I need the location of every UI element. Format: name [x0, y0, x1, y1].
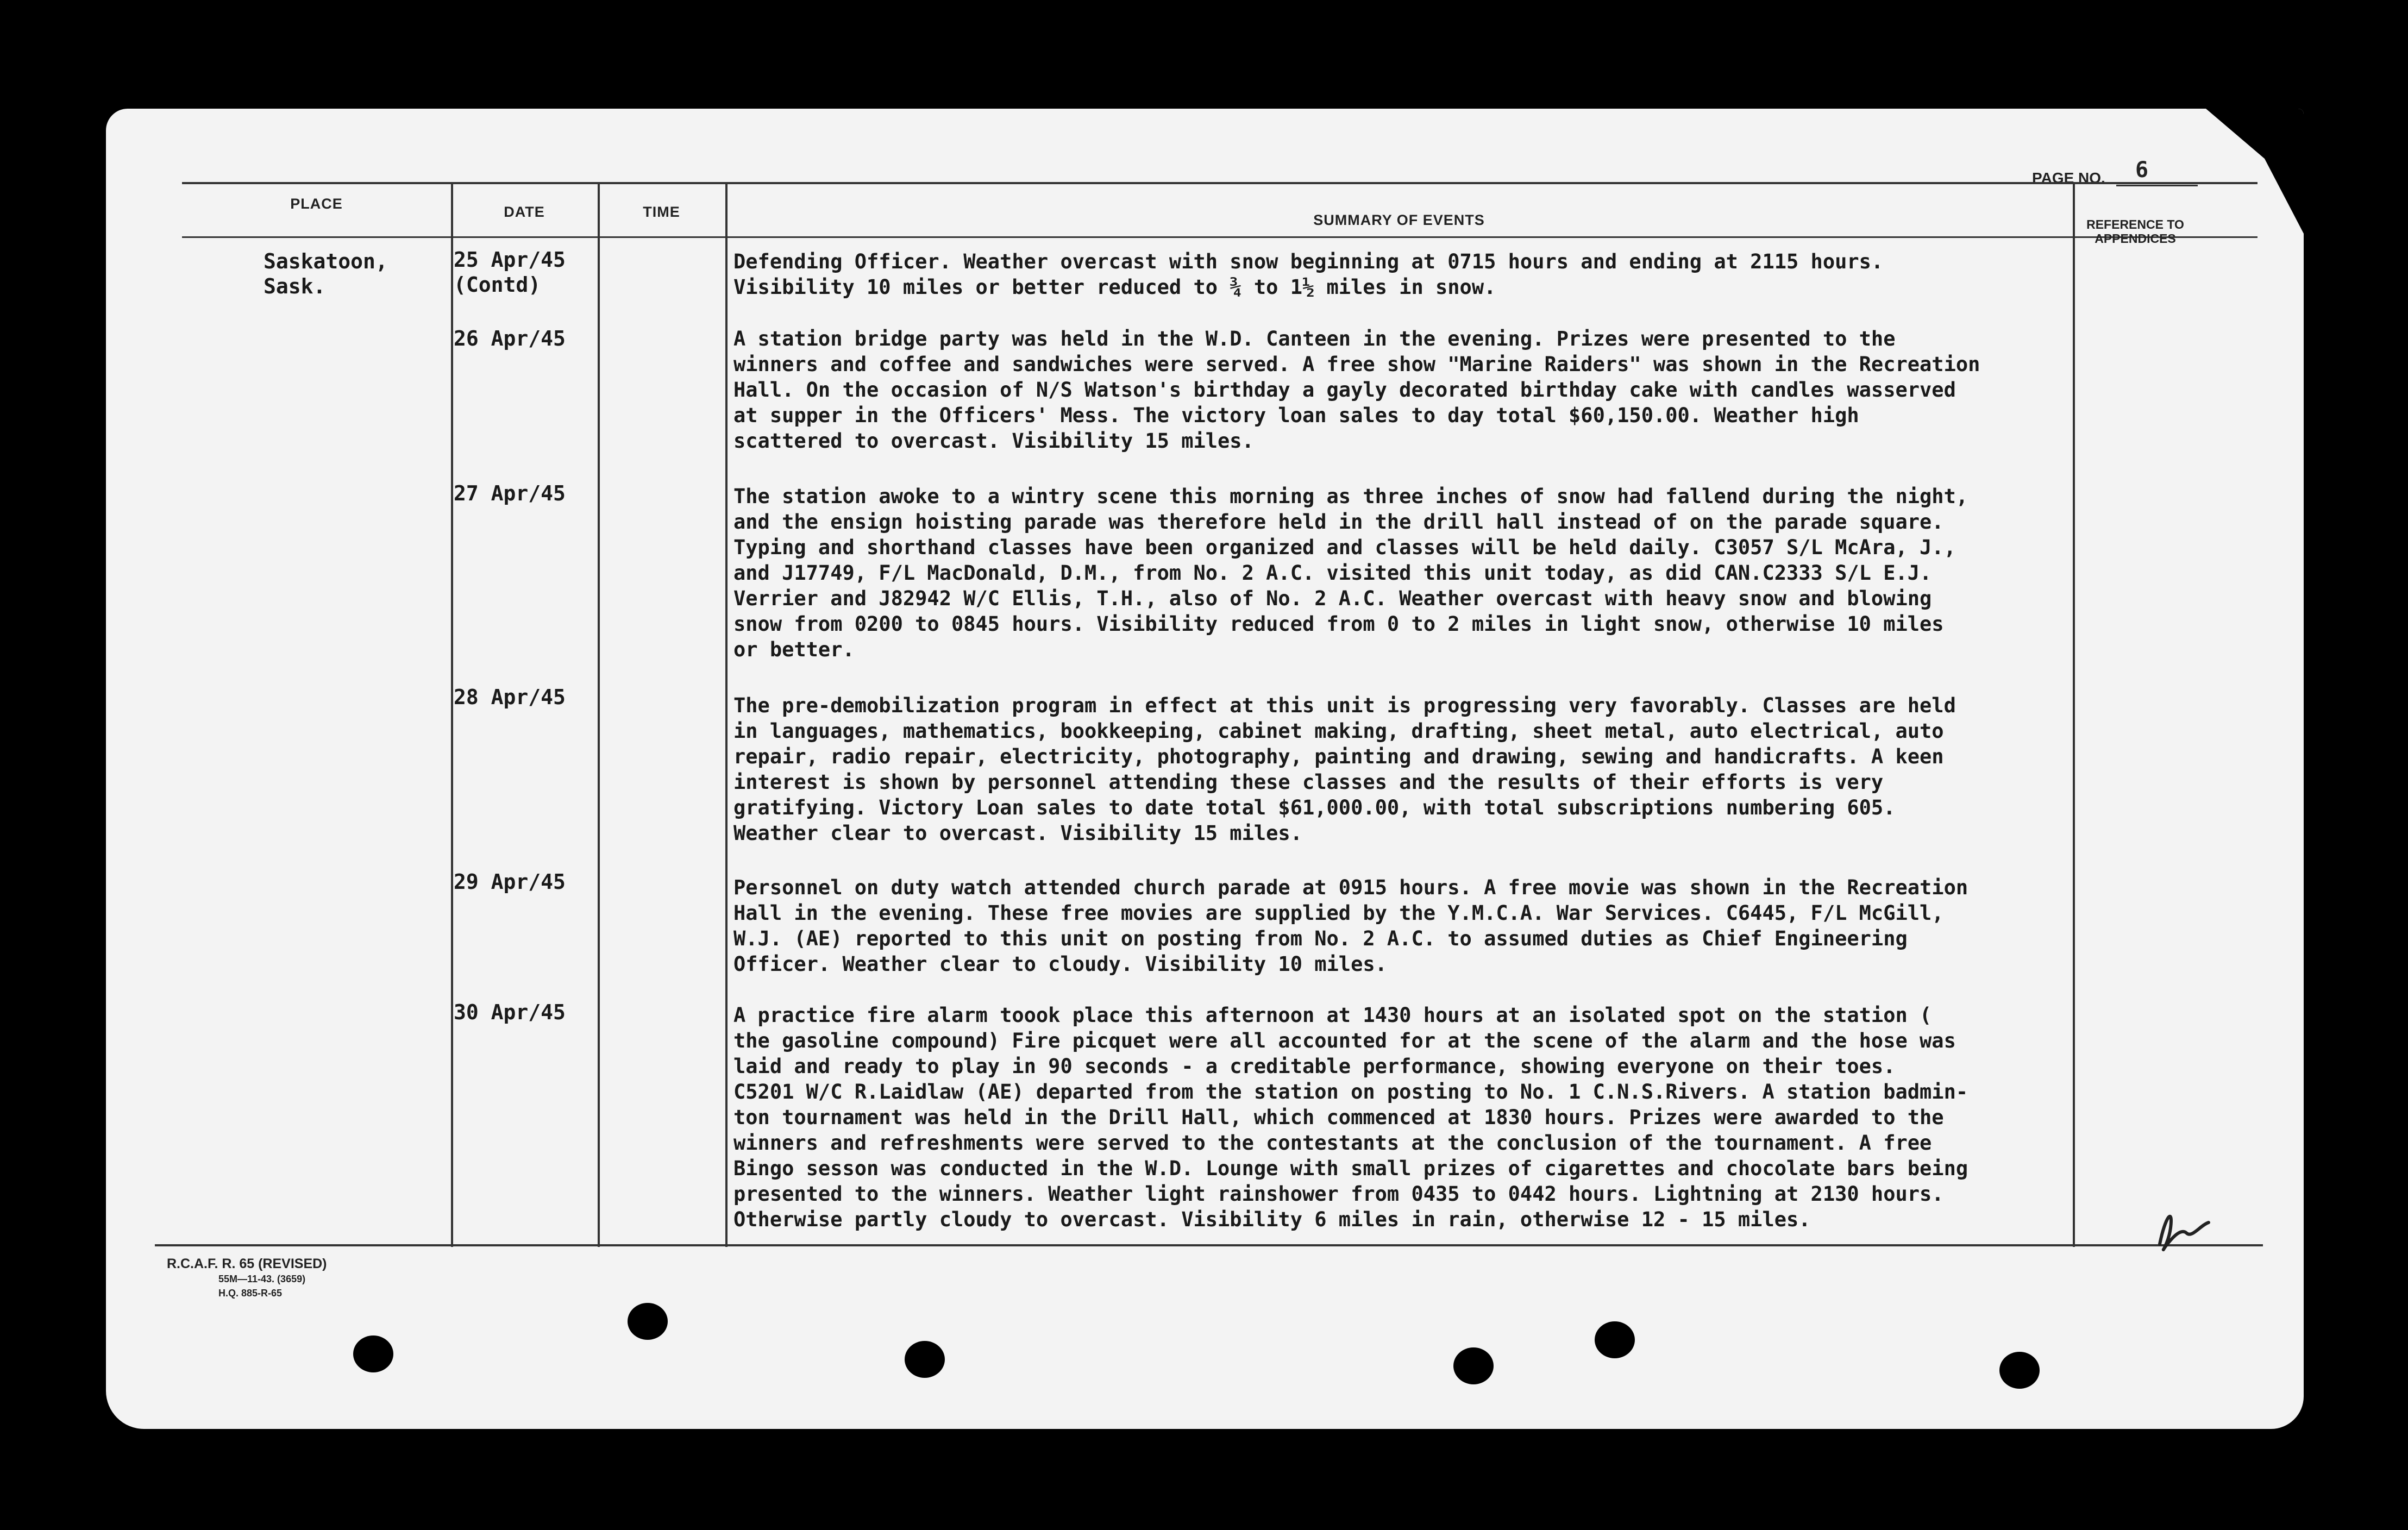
date-entry: 26 Apr/45 — [454, 327, 566, 350]
summary-line: presented to the winners. Weather light rainshower from 0435 to 0442 hours. Lightning at 2130 hours. — [733, 1182, 1944, 1206]
summary-line: Verrier and J82942 W/C Ellis, T.H., also of No. 2 A.C. Weather overcast with heavy snow and blowing — [733, 587, 1932, 610]
summary-line: Visibility 10 miles or better reduced to ¾ to 1½ miles in snow. — [733, 275, 1496, 299]
form-number: R.C.A.F. R. 65 (REVISED) — [167, 1256, 327, 1271]
summary-line: winners and refreshments were served to the contestants at the conclusion of the tournament. A free — [733, 1131, 1932, 1155]
binder-hole — [628, 1303, 668, 1340]
summary-line: Weather clear to overcast. Visibility 15 miles. — [733, 822, 1302, 845]
summary-entry — [733, 693, 2081, 846]
form-footer — [167, 1256, 327, 1300]
summary-line: interest is shown by personnel attending these classes and the results of their efforts is very — [733, 770, 1884, 794]
column-header-summary: SUMMARY OF EVENTS — [1313, 212, 1485, 228]
place-entry — [264, 249, 421, 299]
page-no-label: PAGE NO. — [2032, 170, 2105, 186]
print-code-1: 55M—11-43. (3659) — [218, 1274, 306, 1284]
summary-line: Hall. On the occasion of N/S Watson's birthday a gayly decorated birthday cake with candles wasserved — [733, 378, 1956, 402]
print-code-2: H.Q. 885-R-65 — [218, 1288, 283, 1299]
date-time-divider — [598, 182, 600, 1247]
date-entry: 27 Apr/45 — [454, 481, 566, 505]
summary-entry — [733, 875, 2081, 977]
table-top-rule — [182, 182, 2258, 184]
summary-entry — [733, 249, 2081, 300]
summary-line: ton tournament was held in the Drill Hall, which commenced at 1830 hours. Prizes were awarded to the — [733, 1106, 1944, 1129]
summary-entry — [733, 1002, 2081, 1232]
place-date-divider — [451, 182, 453, 1247]
summary-line: W.J. (AE) reported to this unit on posting from No. 2 A.C. to assumed duties as Chief Engineering — [733, 927, 1908, 950]
summary-line: Hall in the evening. These free movies are supplied by the Y.M.C.A. War Services. C6445, F/L McGill, — [733, 901, 1944, 925]
summary-line: winners and coffee and sandwiches were served. A free show "Marine Raiders" was shown in the Recreation — [733, 353, 1980, 376]
date-entry: 29 Apr/45 — [454, 870, 566, 894]
summary-line: repair, radio repair, electricity, photography, painting and drawing, sewing and handicrafts. A keen — [733, 745, 1944, 768]
summary-line: or better. — [733, 638, 855, 661]
header-bottom-rule — [182, 236, 2258, 238]
summary-line: Typing and shorthand classes have been organized and classes will be held daily. C3057 S/L McAra, J., — [733, 536, 1956, 559]
diary-form-card — [106, 109, 2304, 1429]
column-header-reference: REFERENCE TO APPENDICES — [2086, 217, 2184, 246]
place-city: Saskatoon, — [264, 249, 388, 273]
summary-line: gratifying. Victory Loan sales to date total $61,000.00, with total subscriptions numbering 605. — [733, 796, 1896, 819]
summary-entry — [733, 326, 2081, 454]
binder-hole — [353, 1335, 393, 1372]
summary-line: and the ensign hoisting parade was therefore held in the drill hall instead of on the parade square. — [733, 510, 1944, 534]
summary-line: A practice fire alarm toook place this afternoon at 1430 hours at an isolated spot on the station ( — [733, 1004, 1932, 1027]
place-province: Sask. — [264, 274, 326, 298]
summary-line: Bingo sesson was conducted in the W.D. Lounge with small prizes of cigarettes and chocolate bars being — [733, 1157, 1968, 1180]
summary-line: Otherwise partly cloudy to overcast. Visibility 6 miles in rain, otherwise 12 - 15 miles. — [733, 1208, 1811, 1231]
summary-line: snow from 0200 to 0845 hours. Visibility reduced from 0 to 2 miles in light snow, otherwise 10 miles — [733, 612, 1944, 636]
date-entry: 30 Apr/45 — [454, 1000, 566, 1024]
summary-line: and J17749, F/L MacDonald, D.M., from No. 2 A.C. visited this unit today, as did CAN.C2333 S/L E.J. — [733, 561, 1932, 585]
page-number: 6 — [2135, 158, 2149, 183]
binder-hole — [1999, 1352, 2040, 1389]
summary-line: Personnel on duty watch attended church parade at 0915 hours. A free movie was shown in the Recreation — [733, 876, 1968, 899]
binder-hole — [905, 1341, 945, 1378]
summary-line: Defending Officer. Weather overcast with snow beginning at 0715 hours and ending at 2115 hours. — [733, 250, 1884, 273]
summary-entry — [733, 484, 2081, 662]
summary-line: A station bridge party was held in the W.D. Canteen in the evening. Prizes were presented to the — [733, 327, 1896, 350]
column-header-place: PLACE — [290, 196, 343, 212]
column-header-date: DATE — [504, 204, 545, 220]
summary-line: The pre-demobilization program in effect at this unit is progressing very favorably. Classes are held — [733, 694, 1956, 717]
summary-line: the gasoline compound) Fire picquet were all accounted for at the scene of the alarm and the hose was — [733, 1029, 1956, 1052]
binder-hole — [1595, 1321, 1635, 1358]
summary-line: The station awoke to a wintry scene this morning as three inches of snow had fallend during the night, — [733, 485, 1968, 508]
summary-line: C5201 W/C R.Laidlaw (AE) departed from the station on posting to No. 1 C.N.S.Rivers. A station badmin- — [733, 1080, 1968, 1103]
summary-line: laid and ready to play in 90 seconds - a creditable performance, showing everyone on their toes. — [733, 1055, 1896, 1078]
summary-line: at supper in the Officers' Mess. The victory loan sales to day total $60,150.00. Weather high — [733, 404, 1859, 427]
date-entry: 25 Apr/45 (Contd) — [454, 248, 566, 297]
handwritten-initials — [2149, 1195, 2219, 1261]
summary-line: in languages, mathematics, bookkeeping, cabinet making, drafting, sheet metal, auto electrical, auto — [733, 719, 1944, 743]
summary-line: scattered to overcast. Visibility 15 miles. — [733, 429, 1254, 453]
summary-line: Officer. Weather clear to cloudy. Visibility 10 miles. — [733, 952, 1387, 976]
folded-corner — [2206, 109, 2304, 234]
date-entry: 28 Apr/45 — [454, 685, 566, 709]
column-header-time: TIME — [643, 204, 680, 220]
table-bottom-rule — [155, 1244, 2263, 1246]
binder-hole — [1453, 1347, 1494, 1384]
time-summary-divider — [725, 182, 728, 1247]
page-no-underline — [2116, 185, 2198, 186]
